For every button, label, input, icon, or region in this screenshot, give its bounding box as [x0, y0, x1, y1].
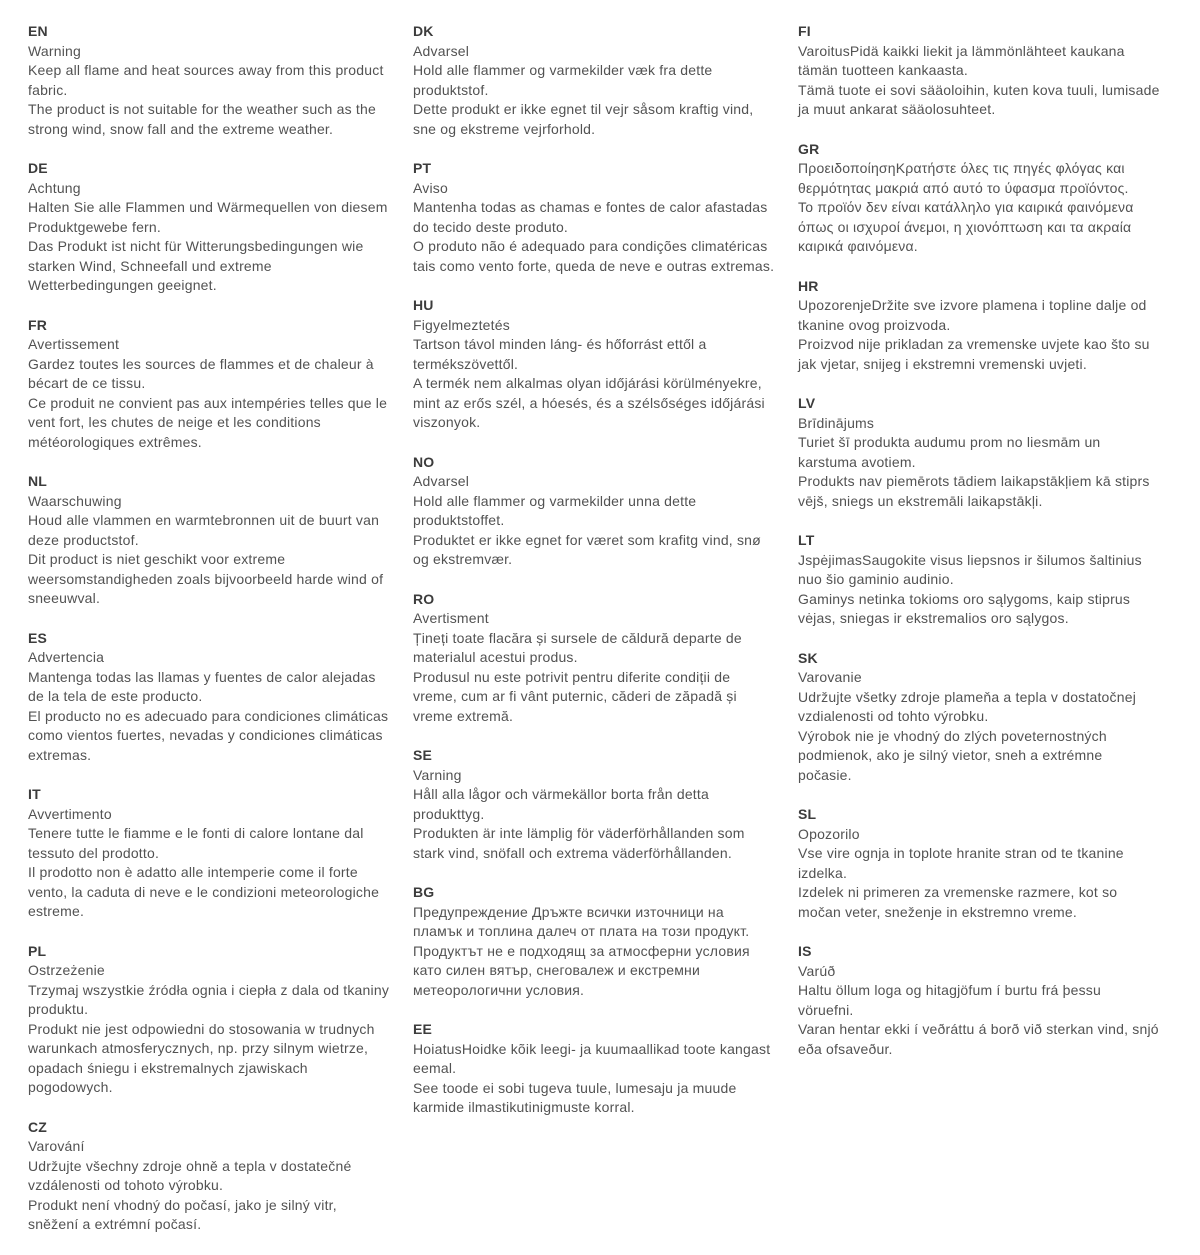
language-section: [413, 453, 775, 570]
language-section: [798, 277, 1160, 375]
warning-paragraph: Produkten är inte lämplig för väderförhållanden som stark vind, snöfall och extrema väderförhållanden.: [413, 825, 745, 861]
language-section: [798, 649, 1160, 786]
warning-text: [798, 433, 1160, 511]
warning-paragraph: El producto no es adecuado para condiciones climáticas como vientos fuertes, nevadas y condiciones climáticas extremas.: [28, 707, 389, 763]
warning-text: [413, 629, 775, 727]
warning-text: [28, 355, 390, 453]
language-code: SL: [798, 806, 817, 822]
language-section: [28, 159, 390, 296]
warning-title: Avertisment: [413, 610, 489, 626]
warning-text: [413, 903, 775, 1001]
warning-title: Figyelmeztetés: [413, 316, 510, 333]
warning-paragraph: Proizvod nije prikladan za vremenske uvjete kao što su jak vjetar, snijeg i ekstremni vremenski uvjeti.: [798, 336, 1150, 372]
language-section: [28, 942, 390, 1098]
language-code: LV: [798, 395, 816, 411]
warning-text: [413, 492, 775, 570]
warning-title: Advertencia: [28, 649, 105, 665]
warning-paragraph: Houd alle vlammen en warmtebronnen uit de buurt van deze productstof.: [28, 512, 380, 548]
warning-text: [413, 785, 775, 863]
language-code: RO: [413, 590, 435, 607]
language-code: NL: [28, 473, 48, 489]
warning-paragraph: Produkts nav piemērots tādiem laikapstākļiem kā stiprs vējš, sniegs un ekstremāli laikapstākļi.: [798, 473, 1150, 509]
language-code: PL: [28, 942, 47, 959]
language-code: IS: [798, 943, 812, 959]
language-section: [413, 159, 775, 276]
warning-paragraph: Produktet er ikke egnet for været som krafitg vind, snø og ekstremvær.: [413, 531, 761, 567]
warning-paragraph: Ce produit ne convient pas aux intempéries telles que le vent fort, les chutes de neige et les conditions météorologiques extrêmes.: [28, 394, 388, 450]
warning-paragraph: Tartson távol minden láng- és hőforrást ettől a termékszövettől.: [413, 336, 707, 372]
warning-text: [798, 844, 1160, 922]
warning-paragraph: A termék nem alkalmas olyan időjárási körülményekre, mint az erős szél, a hóesés, és a szélsőséges időjárási viszonyok.: [413, 375, 765, 430]
warning-text: [413, 335, 775, 433]
column-2: [413, 22, 775, 1255]
warning-paragraph: Tämä tuote ei sovi sääoloihin, kuten kova tuuli, lumisade ja muut ankarat sääolosuhteet.: [798, 81, 1160, 117]
warning-paragraph: Предупреждение Дръжте всички източници на пламък и топлина далеч от плата на този продукт.: [413, 903, 750, 939]
language-code: CZ: [28, 1118, 48, 1135]
warning-title: Waarschuwing: [28, 492, 122, 509]
warning-text: [413, 1040, 775, 1118]
language-section: [798, 805, 1160, 922]
warning-title: Advarsel: [413, 473, 470, 489]
warning-paragraph: Håll alla lågor och värmekällor borta från detta produkttyg.: [413, 786, 709, 822]
language-code: IT: [28, 786, 41, 802]
language-section: [28, 629, 390, 766]
language-code: HU: [413, 297, 434, 313]
language-code: LT: [798, 532, 815, 548]
language-code: HR: [798, 277, 819, 294]
language-section: [798, 942, 1160, 1059]
warning-title: Varovanie: [798, 669, 862, 685]
warning-text: [413, 198, 775, 276]
warning-paragraph: UpozorenjeDržite sve izvore plamena i topline dalje od tkanine ovog proizvoda.: [798, 297, 1147, 333]
language-code: FR: [28, 316, 48, 333]
warning-paragraph: Gaminys netinka tokioms oro sąlygoms, kaip stiprus vėjas, sniegas ir ekstremalios oro sąlygos.: [798, 590, 1131, 626]
warning-title: Opozorilo: [798, 825, 860, 842]
language-section: [798, 531, 1160, 629]
warning-paragraph: Keep all flame and heat sources away from this product fabric.: [28, 62, 384, 98]
column-1: [28, 22, 390, 1255]
warning-text: [798, 688, 1160, 786]
warning-paragraph: See toode ei sobi tugeva tuule, lumesaju ja muude karmide ilmastikutinigmuste korral.: [413, 1079, 737, 1115]
warning-paragraph: Το προϊόν δεν είναι κατάλληλο για καιρικά φαινόμενα όπως οι ισχυροί άνεμοι, η χιονόπτωση και τα ακραία καιρικά φαινόμενα.: [798, 199, 1134, 254]
warning-title: Achtung: [28, 179, 81, 196]
warning-text: [798, 551, 1160, 629]
warning-paragraph: Hold alle flammer og varmekilder unna dette produktstoffet.: [413, 492, 697, 528]
language-section: [28, 316, 390, 453]
warning-paragraph: Produsul nu este potrivit pentru diferite condiții de vreme, cum ar fi vânt puternic, căderi de zăpadă și vreme extremă.: [413, 668, 737, 724]
language-code: SE: [413, 747, 433, 763]
warning-text: [28, 511, 390, 609]
warning-title: Avvertimento: [28, 805, 112, 822]
warning-title: Ostrzeżenie: [28, 962, 105, 978]
warning-text: [798, 296, 1160, 374]
language-section: [413, 296, 775, 433]
warning-paragraph: Udržujte všechny zdroje ohně a tepla v dostatečné vzdálenosti od tohoto výrobku.: [28, 1157, 352, 1193]
warning-paragraph: Gardez toutes les sources de flammes et de chaleur à bécart de ce tissu.: [28, 355, 374, 391]
warning-title: Advarsel: [413, 42, 470, 59]
warning-text: [413, 61, 775, 139]
warning-paragraph: Udržujte všetky zdroje plameňa a tepla v dostatočnej vzdialenosti od tohto výrobku.: [798, 688, 1137, 724]
warning-title: Varning: [413, 766, 462, 783]
warning-text: [28, 824, 390, 922]
language-code: NO: [413, 453, 435, 470]
language-code: EN: [28, 23, 48, 39]
warning-paragraph: Dit product is niet geschikt voor extreme weersomstandigheden zoals bijvoorbeeld harde wind of sneeuwval.: [28, 551, 384, 606]
warning-paragraph: Produkt nie jest odpowiedni do stosowania w trudnych warunkach atmosferycznych, np. przy silnym wietrze, opadach śniegu i ekstremalnych zjawiskach pogodowych.: [28, 1020, 375, 1095]
warning-text: [798, 42, 1160, 120]
language-section: [413, 883, 775, 1000]
warning-paragraph: Hold alle flammer og varmekilder væk fra dette produktstof.: [413, 62, 713, 98]
warning-paragraph: Продуктът не е подходящ за атмосферни условия като силен вятър, снеговалеж и екстремни метеорологични условия.: [413, 942, 750, 998]
language-section: [28, 1118, 390, 1235]
warning-paragraph: Tenere tutte le fiamme e le fonti di calore lontane dal tessuto del prodotto.: [28, 825, 364, 861]
column-3: [798, 22, 1160, 1255]
warning-paragraph: The product is not suitable for the weather such as the strong wind, snow fall and the extreme weather.: [28, 101, 376, 137]
language-section: [413, 22, 775, 139]
warning-paragraph: Halten Sie alle Flammen und Wärmequellen von diesem Produktgewebe fern.: [28, 199, 388, 235]
warning-paragraph: VaroitusPidä kaikki liekit ja lämmönlähteet kaukana tämän tuotteen kankaasta.: [798, 42, 1125, 78]
warning-paragraph: Trzymaj wszystkie źródła ognia i ciepła z dala od tkaniny produktu.: [28, 981, 390, 1017]
warning-title: Brīdinājums: [798, 414, 875, 431]
language-code: DK: [413, 23, 434, 39]
warning-title: Aviso: [413, 179, 448, 196]
warning-paragraph: Il prodotto non è adatto alle intemperie come il forte vento, la caduta di neve e le condizioni meteorologiche estreme.: [28, 864, 380, 919]
warning-title: Varování: [28, 1138, 85, 1154]
language-code: ES: [28, 629, 48, 646]
warning-text: [798, 159, 1160, 257]
language-code: SK: [798, 649, 818, 666]
warning-title: Avertissement: [28, 336, 120, 352]
language-code: FI: [798, 23, 811, 39]
warning-paragraph: Das Produkt ist nicht für Witterungsbedingungen wie starken Wind, Schneefall und extreme Wetterbedingungen geeignet.: [28, 238, 364, 293]
warning-paragraph: Haltu öllum loga og hitagjöfum í burtu frá þessu vöruefni.: [798, 982, 1101, 1018]
warning-paragraph: Vse vire ognja in toplote hranite stran od te tkanine izdelka.: [798, 845, 1124, 881]
warning-text: [798, 981, 1160, 1059]
warning-paragraph: Varan hentar ekki í veðráttu á borð við sterkan vind, snjó eða ofsaveður.: [798, 1021, 1159, 1057]
language-code: PT: [413, 160, 432, 176]
language-section: [413, 1020, 775, 1118]
warning-text: [28, 981, 390, 1098]
language-section: [798, 140, 1160, 257]
language-section: [28, 785, 390, 922]
warning-text: [28, 1157, 390, 1235]
language-section: [798, 22, 1160, 120]
warning-paragraph: O produto não é adequado para condições climatéricas tais como vento forte, queda de neve e outras extremas.: [413, 238, 775, 274]
warning-paragraph: Produkt není vhodný do počasí, jako je silný vitr, sněžení a extrémní počasí.: [28, 1196, 337, 1232]
warning-paragraph: Dette produkt er ikke egnet til vejr såsom kraftig vind, sne og ekstreme vejrforhold.: [413, 101, 754, 137]
warning-title: Varúð: [798, 962, 836, 979]
warning-label-document: [28, 22, 1160, 1255]
language-section: [413, 746, 775, 863]
warning-paragraph: Výrobok nie je vhodný do zlých poveternostných podmienok, ako je silný vietor, sneh a extrémne počasie.: [798, 727, 1107, 783]
warning-paragraph: JspėjimasSaugokite visus liepsnos ir šilumos šaltinius nuo šio gaminio audinio.: [798, 551, 1142, 587]
warning-paragraph: ΠροειδοποίησηΚρατήστε όλες τις πηγές φλόγας και θερμότητας μακριά από αυτό το ύφασμα προϊόντος.: [798, 160, 1129, 196]
warning-paragraph: HoiatusHoidke kõik leegi- ja kuumaallikad toote kangast eemal.: [413, 1040, 771, 1076]
warning-paragraph: Turiet šī produkta audumu prom no liesmām un karstuma avotiem.: [798, 434, 1101, 470]
language-code: GR: [798, 140, 820, 157]
language-section: [798, 394, 1160, 511]
language-code: BG: [413, 884, 435, 900]
warning-text: [28, 668, 390, 766]
language-section: [28, 472, 390, 609]
warning-text: [28, 61, 390, 139]
warning-text: [28, 198, 390, 296]
language-code: DE: [28, 160, 48, 176]
warning-paragraph: Mantenga todas las llamas y fuentes de calor alejadas de la tela de este producto.: [28, 668, 376, 704]
warning-paragraph: Izdelek ni primeren za vremenske razmere, kot so močan veter, sneženje in ekstremno vreme.: [798, 884, 1118, 920]
language-code: EE: [413, 1021, 433, 1037]
warning-paragraph: Țineți toate flacăra și sursele de căldură departe de materialul acestui produs.: [413, 629, 742, 665]
language-section: [413, 590, 775, 727]
language-section: [28, 22, 390, 139]
warning-paragraph: Mantenha todas as chamas e fontes de calor afastadas do tecido deste produto.: [413, 199, 768, 235]
warning-title: Warning: [28, 42, 82, 59]
